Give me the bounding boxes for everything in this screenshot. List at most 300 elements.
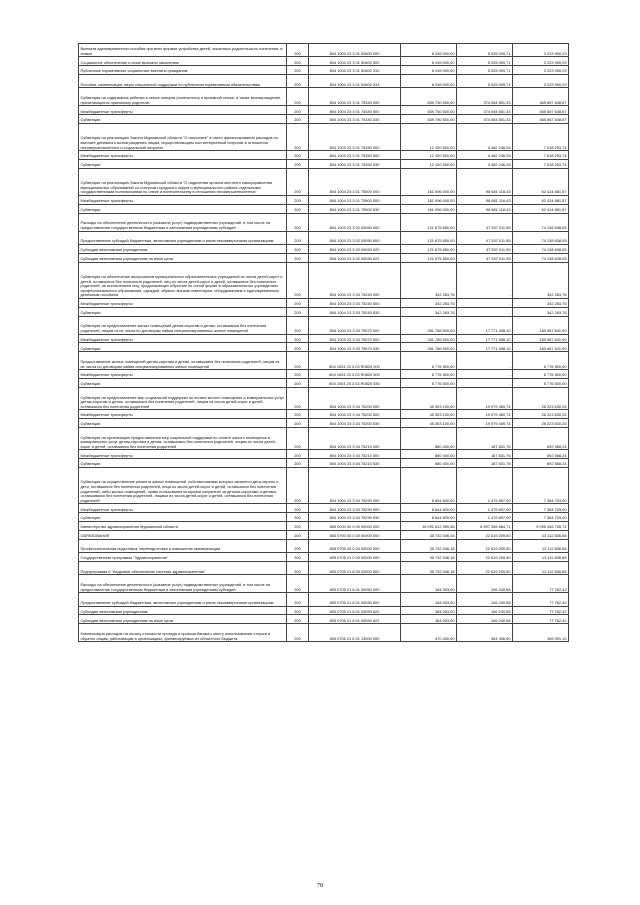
- table-row: [79, 159, 569, 168]
- cell-exec: 5 025 009,71: [457, 66, 513, 75]
- cell-name: Субвенции: [79, 204, 287, 213]
- cell-code: 200: [287, 213, 309, 231]
- cell-rest: 183 967 641,90: [513, 334, 569, 343]
- cell-kbk: 805 0705 21 6 01 00050 000: [309, 575, 401, 593]
- table-row: [79, 66, 569, 75]
- cell-plan: 839 750 500,00: [401, 106, 457, 115]
- cell-code: 200: [287, 459, 309, 468]
- cell-name: Субвенции: [79, 159, 287, 168]
- cell-rest: 74 138 638,05: [513, 213, 569, 231]
- cell-name: Субвенции: [79, 378, 287, 387]
- cell-kbk: 804 1004 23 3 01 75340 000: [309, 88, 401, 106]
- cell-name: Социальное обеспечение и иные выплаты населению: [79, 57, 287, 66]
- cell-name: Предоставление субсидий бюджетным, автономным учреждениям и иным некоммерческим организациям: [79, 593, 287, 606]
- cell-exec: 98 681 118,43: [457, 204, 513, 213]
- cell-kbk: 804 1004 23 3 04 75290 000: [309, 468, 401, 504]
- table-row: [79, 88, 569, 106]
- cell-rest: 3 223 990,29: [513, 74, 569, 87]
- table-row: [79, 106, 569, 115]
- cell-plan: 12 100 500,00: [401, 123, 457, 150]
- table-row: [79, 244, 569, 253]
- cell-name: Субсидии автономным учреждениям: [79, 606, 287, 615]
- cell-code: 200: [287, 44, 309, 57]
- cell-code: 200: [287, 151, 309, 160]
- cell-exec: 374 084 851,33: [457, 115, 513, 124]
- cell-exec: 1 479 897,00: [457, 468, 513, 504]
- cell-kbk: 805 0000 00 0 00 00000 000: [309, 522, 401, 531]
- cell-kbk: 804 1004 23 3 01 75350 500: [309, 151, 401, 160]
- cell-rest: 6 776 500,00: [513, 378, 569, 387]
- cell-name: Межбюджетные трансферты: [79, 334, 287, 343]
- cell-rest: 77 762,42: [513, 593, 569, 606]
- cell-exec: 4 482 246,26: [457, 151, 513, 160]
- cell-exec: 47 537 011,95: [457, 253, 513, 262]
- cell-code: 200: [287, 606, 309, 615]
- cell-kbk: 804 1004 23 3 01 75500 000: [309, 168, 401, 195]
- table-row: [79, 213, 569, 231]
- cell-kbk: 804 1004 23 3 01 75500 500: [309, 195, 401, 204]
- cell-kbk: 804 1004 23 3 04 75210 530: [309, 459, 401, 468]
- cell-code: 200: [287, 450, 309, 459]
- cell-rest: 62 414 881,57: [513, 204, 569, 213]
- cell-plan: 35 732 046,18: [401, 553, 457, 562]
- cell-exec: 22 619 209,50: [457, 539, 513, 552]
- cell-name: Расходы на обеспечение деятельности (оказание услуг) подведомственных учреждений, в том числе на предоставление государственным бюджетным и автономным учреждениям субсидий: [79, 575, 287, 593]
- cell-rest: 7 618 253,74: [513, 151, 569, 160]
- cell-plan: 839 750 500,00: [401, 115, 457, 124]
- cell-exec: 364 306,90: [457, 624, 513, 642]
- cell-rest: 183 967 641,90: [513, 343, 569, 352]
- cell-kbk: 804 1004 23 3 04 75210 500: [309, 450, 401, 459]
- table-row: [79, 450, 569, 459]
- cell-kbk: 804 1004 23 3 03 75240 000: [309, 262, 401, 298]
- cell-name: Субвенция на реализацию Закона Мурманской области "О патронате" в части финансирования расходов по выплате денежного вознаграждения лицам, осуществляющим постинтернатный патронат в отношении несовершеннолетних и социальный патронат: [79, 123, 287, 150]
- cell-name: Субвенция на организацию предоставления мер социальной поддержки по оплате жилого помещения и коммунальных услуг детям-сиротам и детям, оставшимся без попечения родителей, лицам из числа детей-сирот и детей, оставшихся без попечения родителей: [79, 427, 287, 450]
- cell-plan: 161 096 000,00: [401, 204, 457, 213]
- cell-rest: 6 776 500,00: [513, 370, 569, 379]
- cell-rest: 692 568,24: [513, 427, 569, 450]
- cell-exec: 22 619 209,50: [457, 530, 513, 539]
- cell-name: Межбюджетные трансферты: [79, 151, 287, 160]
- cell-plan: 880 400,00: [401, 459, 457, 468]
- cell-code: 200: [287, 298, 309, 307]
- cell-plan: 880 400,00: [401, 450, 457, 459]
- cell-code: 200: [287, 115, 309, 124]
- cell-plan: 342 263,76: [401, 298, 457, 307]
- cell-code: 200: [287, 410, 309, 419]
- cell-kbk: 804 1004 23 3 01 52600 310: [309, 66, 401, 75]
- cell-name: Субвенция на предоставление жилых помещений детям-сиротам и детям, оставшимся без попечения родителей, лицам из их числа по договорам найма специализированных жилых помещений: [79, 316, 287, 334]
- table-row: [79, 168, 569, 195]
- cell-plan: 45 303 100,00: [401, 410, 457, 419]
- cell-code: 200: [287, 624, 309, 642]
- table-row: [79, 593, 569, 606]
- cell-name: Субвенция на осуществление ремонта жилых помещений, собственниками которых являются дети-сироты и дети, оставшиеся без попечения родителей, лица из числа детей-сирот и детей, оставшихся без попечения родителей, либо жилых помещений, право пользования которыми сохранено за детьми-сиротами и детьми, оставшимися без попечения родителей, лицами из числа детей-сирот и детей, оставшихся без попечения родителей: [79, 468, 287, 504]
- cell-rest: 3 223 990,29: [513, 57, 569, 66]
- table-row: [79, 459, 569, 468]
- cell-rest: 7 618 253,74: [513, 159, 569, 168]
- cell-exec: 106 240,58: [457, 593, 513, 606]
- table-row: [79, 513, 569, 522]
- cell-kbk: 805 0700 00 0 00 00000 000: [309, 530, 401, 539]
- cell-kbk: 804 1004 23 3 01 75340 500: [309, 106, 401, 115]
- table-row: [79, 307, 569, 316]
- cell-name: Пособия, компенсации, меры социальной поддержки по публичным нормативным обязательствам: [79, 74, 287, 87]
- table-row: [79, 522, 569, 531]
- cell-name: Предоставление жилых помещений детям-сиротам и детям, оставшимся без попечения родителей, лицам из их числа по договорам найма специализированных жилых помещений: [79, 352, 287, 370]
- table-row: [79, 427, 569, 450]
- cell-kbk: 804 1004 23 3 01 75350 530: [309, 159, 401, 168]
- cell-rest: 7 618 253,74: [513, 123, 569, 150]
- cell-kbk: 804 1004 23 3 04 75200 000: [309, 387, 401, 410]
- cell-kbk: 804 1004 23 3 04 75290 500: [309, 504, 401, 513]
- cell-exec: 187 831,76: [457, 459, 513, 468]
- cell-exec: 19 079 469,74: [457, 410, 513, 419]
- cell-kbk: 804 1004 23 3 04 75210 000: [309, 427, 401, 450]
- cell-code: 200: [287, 539, 309, 552]
- cell-exec: 187 831,76: [457, 450, 513, 459]
- cell-code: 200: [287, 513, 309, 522]
- cell-plan: 45 303 100,00: [401, 387, 457, 410]
- table-row: [79, 468, 569, 504]
- cell-code: 200: [287, 352, 309, 370]
- cell-code: 200: [287, 244, 309, 253]
- cell-kbk: 804 1004 23 3 03 R0820 000: [309, 352, 401, 370]
- cell-name: Министерство здравоохранения Мурманской области: [79, 522, 287, 531]
- cell-code: 200: [287, 522, 309, 531]
- cell-name: Государственная программа "Здравоохранение": [79, 553, 287, 562]
- cell-name: Межбюджетные трансферты: [79, 195, 287, 204]
- cell-rest: 77 762,42: [513, 615, 569, 624]
- cell-code: 200: [287, 106, 309, 115]
- cell-kbk: 804 1004 23 3 02 00050 620: [309, 244, 401, 253]
- cell-name: Субвенция на содержание ребенка в семье опекуна (попечителя) и приемной семье, а также вознаграждение, причитающееся приемному родителю: [79, 88, 287, 106]
- cell-code: 200: [287, 57, 309, 66]
- cell-kbk: 804 1004 23 3 03 75570 530: [309, 343, 401, 352]
- cell-plan: 121 675 650,00: [401, 244, 457, 253]
- table-row: [79, 561, 569, 574]
- cell-exec: 4 482 246,26: [457, 123, 513, 150]
- cell-plan: 35 732 046,18: [401, 530, 457, 539]
- cell-name: Субсидии автономным учреждениям на иные цели: [79, 615, 287, 624]
- cell-rest: 26 223 630,26: [513, 419, 569, 428]
- cell-code: 200: [287, 561, 309, 574]
- cell-rest: 26 223 630,26: [513, 387, 569, 410]
- cell-exec: 98 681 118,43: [457, 168, 513, 195]
- cell-plan: 121 675 650,00: [401, 213, 457, 231]
- table-row: [79, 624, 569, 642]
- cell-exec: -: [457, 262, 513, 298]
- table-row: [79, 262, 569, 298]
- cell-name: Субвенции: [79, 459, 287, 468]
- cell-name: Субсидии автономным учреждениям: [79, 244, 287, 253]
- cell-exec: 47 537 011,95: [457, 231, 513, 244]
- cell-plan: 281 789 500,00: [401, 334, 457, 343]
- cell-exec: 19 079 469,74: [457, 419, 513, 428]
- cell-rest: 13 112 836,68: [513, 561, 569, 574]
- cell-rest: 74 138 638,05: [513, 244, 569, 253]
- cell-exec: 6 997 266 684,71: [457, 522, 513, 531]
- cell-rest: 465 667 648,67: [513, 115, 569, 124]
- cell-kbk: 805 0705 21 0 00 00000 000: [309, 553, 401, 562]
- table-row: [79, 410, 569, 419]
- table-row: [79, 195, 569, 204]
- cell-kbk: 804 1004 23 3 04 75200 500: [309, 410, 401, 419]
- cell-plan: 6 776 500,00: [401, 352, 457, 370]
- cell-kbk: 805 0705 21 6 00 00000 000: [309, 561, 401, 574]
- cell-code: 200: [287, 427, 309, 450]
- cell-code: 200: [287, 378, 309, 387]
- cell-exec: 19 079 469,74: [457, 387, 513, 410]
- table-row: [79, 123, 569, 150]
- cell-code: 200: [287, 575, 309, 593]
- cell-exec: -: [457, 307, 513, 316]
- cell-code: 200: [287, 262, 309, 298]
- cell-plan: 8 249 000,00: [401, 66, 457, 75]
- cell-name: Межбюджетные трансферты: [79, 298, 287, 307]
- cell-exec: 187 831,76: [457, 427, 513, 450]
- cell-exec: 5 025 009,71: [457, 74, 513, 87]
- table-row: [79, 343, 569, 352]
- cell-kbk: 804 1004 23 3 03 75570 000: [309, 316, 401, 334]
- cell-plan: 161 096 000,00: [401, 195, 457, 204]
- cell-rest: 692 568,24: [513, 459, 569, 468]
- cell-kbk: 804 1004 23 3 04 75200 530: [309, 419, 401, 428]
- cell-rest: 77 762,42: [513, 575, 569, 593]
- cell-exec: 374 084 851,33: [457, 88, 513, 106]
- cell-code: 200: [287, 204, 309, 213]
- cell-kbk: 805 0705 21 6 01 13000 000: [309, 624, 401, 642]
- cell-name: Межбюджетные трансферты: [79, 410, 287, 419]
- cell-code: 200: [287, 231, 309, 244]
- cell-rest: 9 095 346 765,74: [513, 522, 569, 531]
- cell-rest: 342 263,76: [513, 298, 569, 307]
- cell-exec: 1 479 897,00: [457, 504, 513, 513]
- cell-code: 200: [287, 334, 309, 343]
- cell-plan: 880 400,00: [401, 427, 457, 450]
- cell-plan: 184 003,00: [401, 606, 457, 615]
- cell-name: Субвенция на предоставление мер социальной поддержки по оплате жилого помещения и коммунальных услуг детям-сиротам и детям, оставшимся без попечения родителей, лицам из числа детей-сирот и детей, оставшихся без попечения родителей: [79, 387, 287, 410]
- cell-rest: 74 138 638,05: [513, 231, 569, 244]
- cell-exec: 98 681 118,43: [457, 195, 513, 204]
- cell-exec: 47 537 011,95: [457, 213, 513, 231]
- cell-name: Субвенция на обеспечение выпускников муниципальных образовательных учреждений из числа детей-сирот и детей, оставшихся без попечения родителей, лиц из числа детей-сирот и детей, оставшихся без попечения родителей, за исключением лиц, продолжающих обучение по очной форме в образовательных учреждениях профессионального образования, одеждой, обувью, мягким инвентарем, оборудованием и единовременным денежным пособием: [79, 262, 287, 298]
- cell-exec: 106 240,58: [457, 575, 513, 593]
- cell-kbk: 804 1004 23 3 01 75340 530: [309, 115, 401, 124]
- cell-rest: 3 223 990,29: [513, 66, 569, 75]
- cell-plan: 6 776 500,00: [401, 370, 457, 379]
- cell-exec: 106 240,58: [457, 615, 513, 624]
- cell-code: 200: [287, 159, 309, 168]
- cell-rest: 6 776 500,00: [513, 352, 569, 370]
- table-row: [79, 370, 569, 379]
- table-row: [79, 378, 569, 387]
- cell-name: Профессиональная подготовка, переподготовка и повышение квалификации: [79, 539, 287, 552]
- cell-name: Подпрограмма 6 "Кадровое обеспечение системы здравоохранения": [79, 561, 287, 574]
- cell-rest: 465 667 648,67: [513, 106, 569, 115]
- cell-kbk: 804 1004 23 3 03 R0820 530: [309, 378, 401, 387]
- table-row: [79, 387, 569, 410]
- cell-kbk: 804 1004 23 3 01 75350 000: [309, 123, 401, 150]
- cell-plan: 45 303 100,00: [401, 419, 457, 428]
- cell-rest: 62 414 881,57: [513, 195, 569, 204]
- table-row: [79, 44, 569, 57]
- cell-plan: 839 750 500,00: [401, 88, 457, 106]
- cell-code: 200: [287, 195, 309, 204]
- cell-code: 200: [287, 168, 309, 195]
- cell-name: Субвенции: [79, 115, 287, 124]
- page-number: 78: [317, 883, 323, 889]
- cell-kbk: 804 1004 23 3 01 52600 000: [309, 44, 401, 57]
- cell-plan: 342 263,76: [401, 307, 457, 316]
- cell-plan: 470 400,00: [401, 624, 457, 642]
- cell-name: Субвенции: [79, 307, 287, 316]
- table-row: [79, 74, 569, 87]
- cell-kbk: 805 0705 21 6 01 00050 620: [309, 606, 401, 615]
- cell-rest: 26 223 630,26: [513, 410, 569, 419]
- cell-code: 200: [287, 387, 309, 410]
- table-body: [79, 44, 569, 642]
- cell-kbk: 804 1004 23 3 01 75500 530: [309, 204, 401, 213]
- cell-exec: -: [457, 298, 513, 307]
- cell-name: Субсидии автономным учреждениям на иные цели: [79, 253, 287, 262]
- cell-plan: 121 675 650,00: [401, 231, 457, 244]
- cell-rest: 106 091,10: [513, 624, 569, 642]
- cell-kbk: 805 0705 00 0 00 00000 000: [309, 539, 401, 552]
- table-row: [79, 575, 569, 593]
- table-row: [79, 553, 569, 562]
- cell-exec: 5 025 009,71: [457, 57, 513, 66]
- table-row: [79, 57, 569, 66]
- cell-name: Компенсация расходов на оплату стоимости проезда и провоза багажа к месту использования отпуска и обратно лицам, работающим в организациях, финансируемых из областного бюджета: [79, 624, 287, 642]
- table-row: [79, 151, 569, 160]
- table-row: [79, 352, 569, 370]
- cell-kbk: 805 0705 21 6 01 00050 600: [309, 593, 401, 606]
- cell-kbk: 804 1004 23 3 02 00050 600: [309, 231, 401, 244]
- cell-code: 200: [287, 530, 309, 539]
- cell-rest: 7 364 703,00: [513, 504, 569, 513]
- table-row: [79, 530, 569, 539]
- table-row: [79, 334, 569, 343]
- cell-exec: -: [457, 352, 513, 370]
- cell-rest: 62 414 881,57: [513, 168, 569, 195]
- cell-code: 200: [287, 419, 309, 428]
- table-row: [79, 316, 569, 334]
- table-row: [79, 615, 569, 624]
- cell-plan: 121 675 650,00: [401, 253, 457, 262]
- cell-plan: 8 249 000,00: [401, 57, 457, 66]
- cell-plan: 8 249 000,00: [401, 74, 457, 87]
- table-row: [79, 115, 569, 124]
- cell-code: 200: [287, 88, 309, 106]
- cell-name: Межбюджетные трансферты: [79, 370, 287, 379]
- cell-code: 200: [287, 593, 309, 606]
- cell-plan: 6 776 500,00: [401, 378, 457, 387]
- table-row: [79, 606, 569, 615]
- cell-exec: 17 771 958,10: [457, 343, 513, 352]
- cell-name: Субвенции: [79, 513, 287, 522]
- cell-rest: 3 223 990,29: [513, 44, 569, 57]
- cell-rest: 13 112 836,68: [513, 539, 569, 552]
- cell-kbk: 804 1004 23 3 02 00050 000: [309, 213, 401, 231]
- cell-name: Межбюджетные трансферты: [79, 504, 287, 513]
- cell-plan: 281 789 500,00: [401, 316, 457, 334]
- cell-code: 200: [287, 615, 309, 624]
- cell-code: 200: [287, 123, 309, 150]
- cell-name: Межбюджетные трансферты: [79, 106, 287, 115]
- cell-code: 200: [287, 66, 309, 75]
- cell-exec: 17 771 958,10: [457, 316, 513, 334]
- cell-name: Субвенция на реализацию Закона Мурманской области "О наделении органов местного самоуправления муниципальных образований со статусом городского округа и муниципального района отдельными государственными полномочиями по опеке и попечительству в отношении несовершеннолетних": [79, 168, 287, 195]
- cell-kbk: 804 1004 23 3 04 75290 530: [309, 513, 401, 522]
- cell-plan: 184 003,00: [401, 593, 457, 606]
- cell-kbk: 804 1004 23 3 03 R0820 500: [309, 370, 401, 379]
- cell-kbk: 804 1004 23 3 03 75240 500: [309, 298, 401, 307]
- cell-code: 200: [287, 253, 309, 262]
- cell-code: 200: [287, 343, 309, 352]
- cell-plan: 184 003,00: [401, 615, 457, 624]
- cell-rest: 692 568,24: [513, 450, 569, 459]
- cell-name: Выплата единовременного пособия при всех формах устройства детей, лишенных родительского попечения, в семью: [79, 44, 287, 57]
- cell-plan: 281 789 500,00: [401, 343, 457, 352]
- cell-rest: 13 112 836,68: [513, 553, 569, 562]
- cell-exec: 17 771 958,10: [457, 334, 513, 343]
- cell-plan: 35 732 046,18: [401, 539, 457, 552]
- cell-plan: 12 100 500,00: [401, 159, 457, 168]
- cell-code: 200: [287, 307, 309, 316]
- cell-rest: 13 112 836,68: [513, 530, 569, 539]
- cell-kbk: 805 0705 21 6 01 00050 622: [309, 615, 401, 624]
- cell-kbk: 804 1004 23 3 03 75240 530: [309, 307, 401, 316]
- cell-exec: 5 025 009,71: [457, 44, 513, 57]
- cell-plan: 8 844 600,00: [401, 504, 457, 513]
- cell-kbk: 804 1004 23 3 02 00050 622: [309, 253, 401, 262]
- table-row: [79, 419, 569, 428]
- cell-plan: 8 844 600,00: [401, 513, 457, 522]
- table-row: [79, 298, 569, 307]
- cell-rest: 7 364 703,00: [513, 468, 569, 504]
- cell-exec: 106 240,58: [457, 606, 513, 615]
- cell-code: 200: [287, 468, 309, 504]
- table-row: [79, 204, 569, 213]
- table-row: [79, 504, 569, 513]
- table-row: [79, 231, 569, 244]
- cell-rest: 342 263,76: [513, 307, 569, 316]
- cell-plan: 12 100 500,00: [401, 151, 457, 160]
- table-row: [79, 253, 569, 262]
- cell-code: 200: [287, 504, 309, 513]
- cell-exec: 22 619 209,50: [457, 553, 513, 562]
- cell-exec: 1 479 897,00: [457, 513, 513, 522]
- cell-code: 200: [287, 74, 309, 87]
- cell-rest: 77 762,42: [513, 606, 569, 615]
- cell-exec: 22 619 209,50: [457, 561, 513, 574]
- cell-exec: -: [457, 370, 513, 379]
- cell-name: Предоставление субсидий бюджетным, автономным учреждениям и иным некоммерческим организациям: [79, 231, 287, 244]
- cell-code: 200: [287, 370, 309, 379]
- cell-kbk: 804 1004 23 3 01 52600 313: [309, 74, 401, 87]
- cell-code: 200: [287, 553, 309, 562]
- cell-code: 200: [287, 316, 309, 334]
- cell-name: ОБРАЗОВАНИЕ: [79, 530, 287, 539]
- table-row: [79, 539, 569, 552]
- cell-plan: 35 732 046,18: [401, 561, 457, 574]
- cell-rest: 465 667 648,67: [513, 88, 569, 106]
- cell-kbk: 804 1004 23 3 03 75570 500: [309, 334, 401, 343]
- cell-rest: 74 138 638,05: [513, 253, 569, 262]
- cell-rest: 183 967 641,90: [513, 316, 569, 334]
- cell-plan: 184 003,00: [401, 575, 457, 593]
